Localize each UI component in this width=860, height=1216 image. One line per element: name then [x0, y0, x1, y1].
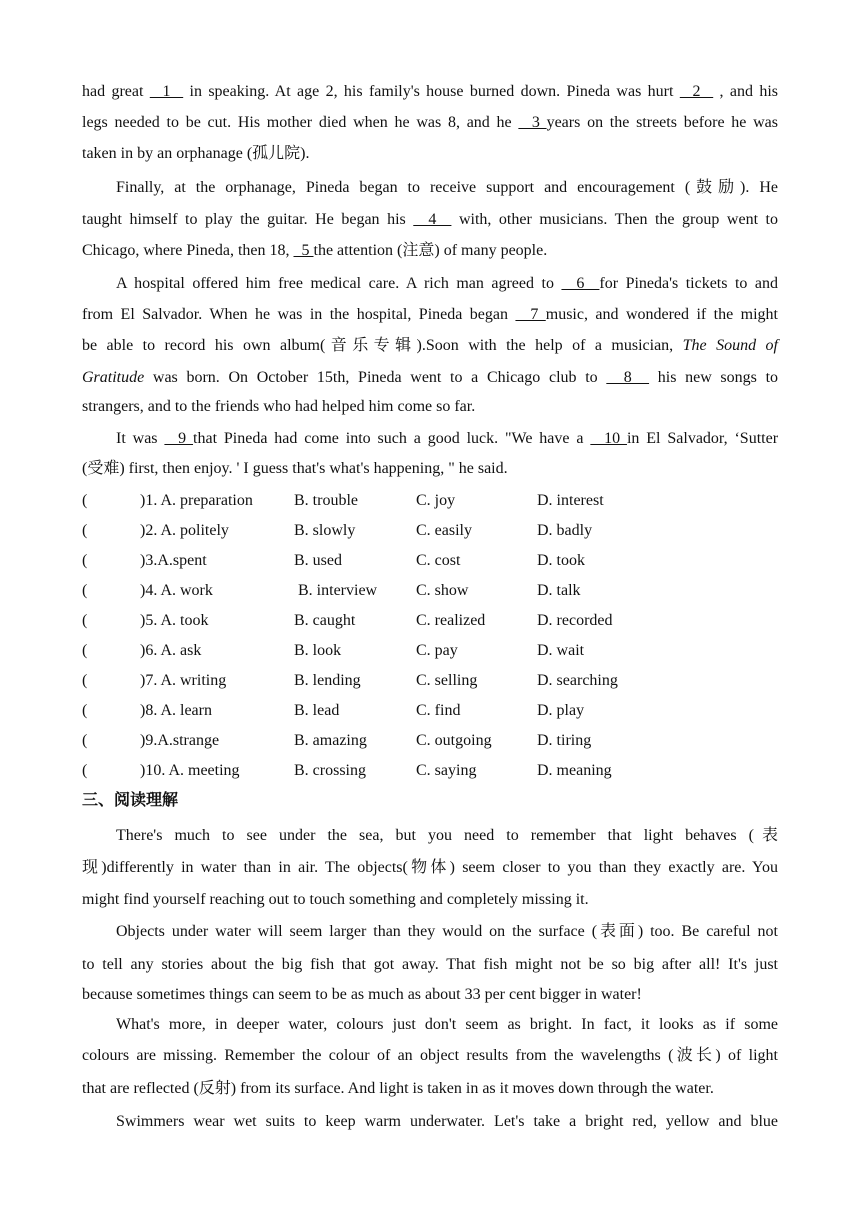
answer-bracket: (: [82, 612, 88, 629]
text-run: his new songs to: [649, 369, 779, 386]
text-run: Chicago, where Pineda, then 18,: [82, 242, 294, 259]
blank: 4: [413, 211, 452, 228]
answer-bracket: (: [82, 762, 88, 779]
option-b: B. interview: [294, 582, 378, 599]
option-d: D. recorded: [537, 612, 613, 629]
text-run: It was: [116, 430, 165, 447]
option-c: C. find: [416, 702, 461, 719]
option-a: )4. A. work: [140, 582, 213, 599]
text-run: in El Salvador, ‘Sutter: [626, 430, 779, 447]
answer-bracket: (: [82, 582, 88, 599]
text-run: Gratitude: [82, 369, 145, 386]
passage2-line: [82, 1046, 778, 1066]
answer-bracket: (: [82, 552, 88, 569]
option-b: B. lending: [294, 672, 361, 689]
passage1-line: [82, 305, 778, 325]
text-run: legs needed to be cut. His mother died when he was 8, and he: [82, 114, 519, 131]
option-a: )7. A. writing: [140, 672, 227, 689]
blank: 9: [164, 430, 194, 447]
option-a: )5. A. took: [140, 612, 209, 629]
text-run: What's more, in deeper water, colours just don't seem as bright. In fact, it looks as if some: [116, 1016, 778, 1033]
text-run: taken in by an orphanage (孤儿院).: [82, 145, 310, 162]
passage2-line: [82, 985, 778, 1005]
blank: 6: [561, 275, 600, 292]
option-d: D. searching: [537, 672, 618, 689]
option-b: B. trouble: [294, 492, 358, 509]
passage2-line: [116, 826, 778, 846]
option-b: B. look: [294, 642, 342, 659]
passage1-line: [82, 241, 778, 261]
option-c: C. pay: [416, 642, 458, 659]
option-c: C. realized: [416, 612, 486, 629]
passage1-line: [82, 144, 778, 164]
passage2-line: [82, 955, 778, 975]
option-b: B. crossing: [294, 762, 366, 779]
option-d: D. badly: [537, 522, 593, 539]
option-b: B. used: [294, 552, 342, 569]
text-run: in speaking. At age 2, his family's house burned down. Pineda was hurt: [183, 83, 680, 100]
answer-bracket: (: [82, 642, 88, 659]
text-run: that are reflected (反射) from its surface. And light is taken in as it moves down through the water.: [82, 1080, 714, 1097]
option-b: B. slowly: [294, 522, 356, 539]
blank: 10: [590, 430, 627, 447]
text-run: Swimmers wear wet suits to keep warm underwater. Let's take a bright red, yellow and blue: [116, 1113, 778, 1130]
blank: 5: [293, 242, 314, 259]
passage1-line: [82, 210, 778, 230]
passage2-line: [82, 1079, 778, 1099]
blank: 1: [149, 83, 184, 100]
text-run: The Sound of: [682, 337, 778, 354]
option-b: B. amazing: [294, 732, 367, 749]
option-c: C. easily: [416, 522, 472, 539]
passage2-line: [82, 858, 778, 878]
option-b: B. caught: [294, 612, 356, 629]
option-d: D. play: [537, 702, 585, 719]
option-a: )1. A. preparation: [140, 492, 253, 509]
text-run: A hospital offered him free medical care. A rich man agreed to: [116, 275, 562, 292]
option-a: )10. A. meeting: [140, 762, 240, 779]
option-c: C. cost: [416, 552, 461, 569]
option-a: )6. A. ask: [140, 642, 202, 659]
text-run: the attention (注意) of many people.: [313, 242, 548, 259]
blank: 8: [606, 369, 650, 386]
passage1-line: [116, 178, 778, 198]
passage2-line: [82, 890, 778, 910]
option-d: D. tiring: [537, 732, 592, 749]
option-c: C. saying: [416, 762, 477, 779]
option-d: D. interest: [537, 492, 604, 509]
passage1-line: [82, 336, 778, 356]
option-a: )9.A.strange: [140, 732, 220, 749]
option-d: D. meaning: [537, 762, 612, 779]
text-run: colours are missing. Remember the colour of an object results from the wavelengths (波长) of light: [82, 1047, 778, 1064]
text-run: , and his: [713, 83, 779, 100]
text-run: 现)differently in water than in air. The objects(物体) seem closer to you than they exactly are. You: [82, 859, 778, 876]
text-run: There's much to see under the sea, but you need to remember that light behaves (表: [116, 827, 778, 844]
text-run: with, other musicians. Then the group went to: [451, 211, 778, 228]
section-heading: 三、阅读理解: [82, 790, 179, 809]
answer-bracket: (: [82, 522, 88, 539]
option-c: C. selling: [416, 672, 478, 689]
option-c: C. show: [416, 582, 469, 599]
answer-bracket: (: [82, 732, 88, 749]
answer-bracket: (: [82, 492, 88, 509]
text-run: (受难) first, then enjoy. ' I guess that's what's happening, " he said.: [82, 460, 508, 477]
text-run: to tell any stories about the big fish that got away. That fish might not be so big after all! It's just: [82, 956, 778, 973]
option-d: D. wait: [537, 642, 585, 659]
text-run: because sometimes things can seem to be as much as about 33 per cent bigger in water!: [82, 986, 642, 1003]
text-run: be able to record his own album(音乐专辑).Soon with the help of a musician,: [82, 337, 683, 354]
option-b: B. lead: [294, 702, 340, 719]
passage1-line: [116, 274, 778, 294]
text-run: from El Salvador. When he was in the hospital, Pineda began: [82, 306, 516, 323]
option-d: D. talk: [537, 582, 581, 599]
option-a: )2. A. politely: [140, 522, 229, 539]
option-c: C. joy: [416, 492, 456, 509]
text-run: was born. On October 15th, Pineda went to a Chicago club to: [144, 369, 607, 386]
text-run: that Pineda had come into such a good luck. "We have a: [193, 430, 591, 447]
text-run: for Pineda's tickets to and: [599, 275, 779, 292]
answer-bracket: (: [82, 702, 88, 719]
passage2-line: [116, 1015, 778, 1035]
passage1-line: [116, 429, 778, 449]
passage2-line: [116, 1112, 778, 1132]
option-a: )8. A. learn: [140, 702, 212, 719]
text-run: might find yourself reaching out to touch something and completely missing it.: [82, 891, 589, 908]
answer-bracket: (: [82, 672, 88, 689]
option-c: C. outgoing: [416, 732, 492, 749]
text-run: Finally, at the orphanage, Pineda began to receive support and encouragement (鼓励). He: [116, 179, 778, 196]
text-run: had great: [82, 83, 150, 100]
text-run: years on the streets before he was: [546, 114, 778, 131]
passage1-line: [82, 459, 778, 479]
passage1-line: [82, 397, 778, 417]
blank: 7: [515, 306, 546, 323]
text-run: strangers, and to the friends who had helped him come so far.: [82, 398, 476, 415]
passage2-line: [116, 922, 778, 942]
passage1-line: [82, 113, 778, 133]
passage1-line: [82, 368, 778, 388]
option-a: )3.A.spent: [140, 552, 207, 569]
blank: 2: [679, 83, 714, 100]
text-run: taught himself to play the guitar. He began his: [82, 211, 414, 228]
blank: 3: [518, 114, 547, 131]
passage1-line: [82, 82, 778, 102]
option-d: D. took: [537, 552, 585, 569]
text-run: music, and wondered if the might: [545, 306, 778, 323]
text-run: Objects under water will seem larger than they would on the surface (表面) too. Be careful not: [116, 923, 778, 940]
